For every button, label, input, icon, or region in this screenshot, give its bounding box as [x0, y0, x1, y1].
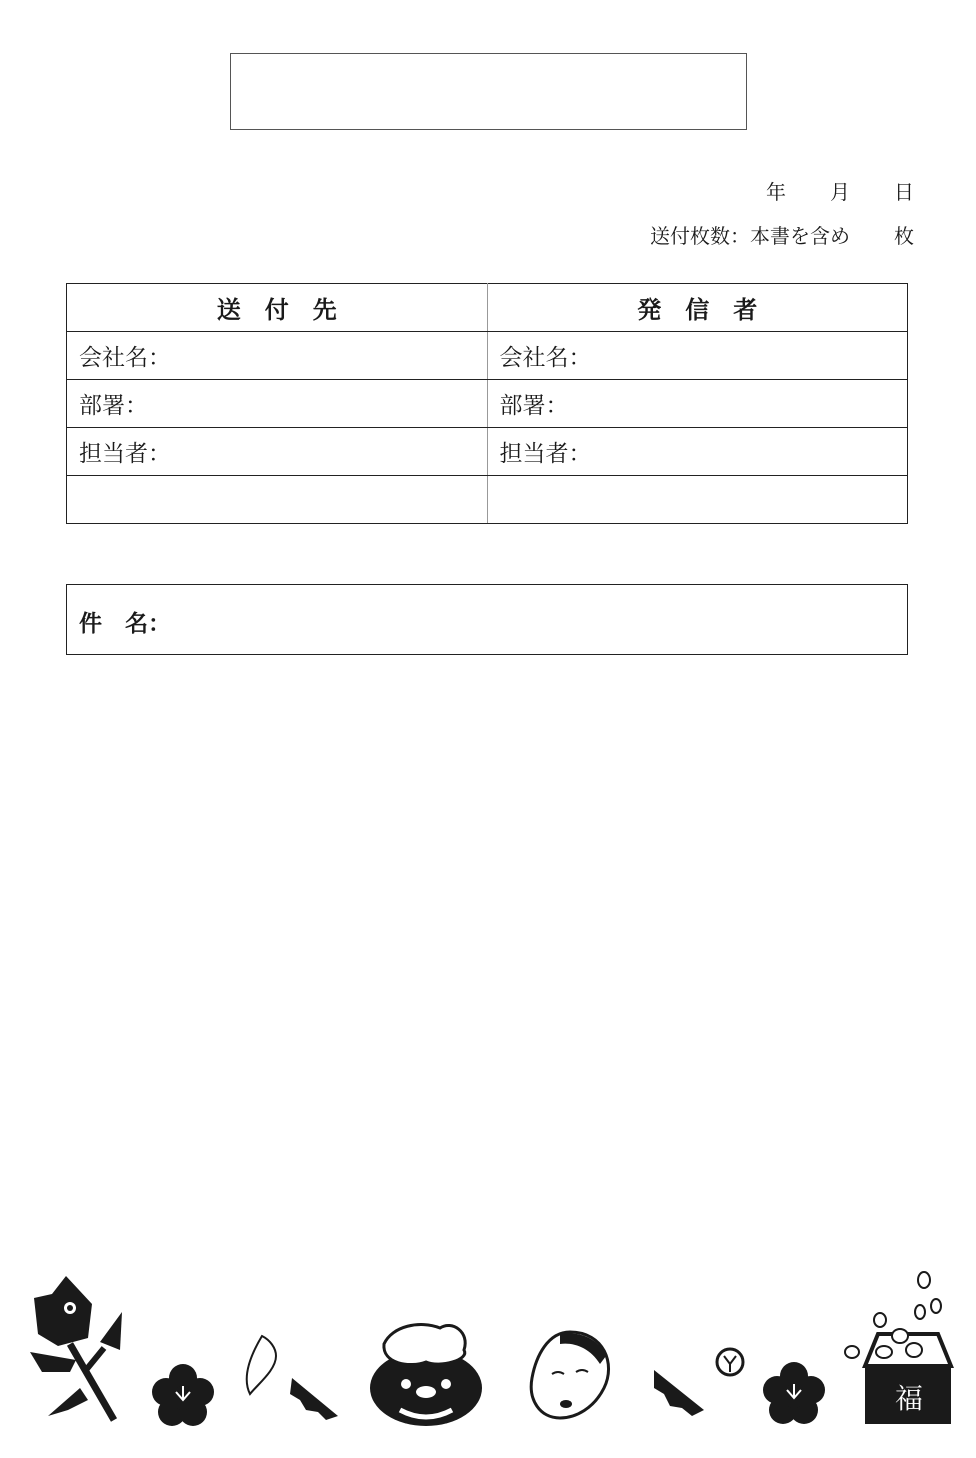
recipient-extra-row [67, 476, 488, 524]
address-table [66, 283, 908, 524]
recipient-company: 会社名： [67, 332, 488, 380]
sender-extra-row [487, 476, 908, 524]
bean-box-icon [845, 1272, 951, 1424]
plum-blossom-icon [763, 1362, 825, 1424]
setsubun-illustrations [0, 1260, 976, 1458]
year-label: 年 [766, 180, 786, 204]
holly-leaf-icon [247, 1336, 338, 1420]
recipient-heading: 送 付 先 [67, 284, 488, 332]
title-box [230, 53, 747, 130]
subject-box [66, 584, 908, 655]
recipient-person: 担当者： [67, 428, 488, 476]
pages-unit: 枚 [894, 224, 914, 248]
pages-label: 送付枚数：本書を含め [650, 224, 850, 248]
sender-company: 会社名： [487, 332, 908, 380]
day-label: 日 [894, 180, 914, 204]
holly-leaf-icon [654, 1349, 743, 1416]
recipient-department: 部署： [67, 380, 488, 428]
subject-label: 件 名： [79, 611, 171, 637]
date-line [766, 176, 914, 205]
okame-mask-icon [531, 1332, 608, 1418]
plum-blossom-icon [152, 1364, 214, 1426]
sender-heading: 発 信 者 [487, 284, 908, 332]
sender-department: 部署： [487, 380, 908, 428]
flower-branch-icon [30, 1276, 122, 1420]
oni-mask-icon [370, 1325, 482, 1426]
pages-line [650, 220, 914, 249]
month-label: 月 [830, 180, 850, 204]
sender-person: 担当者： [487, 428, 908, 476]
fuku-label: 福 [894, 1383, 924, 1414]
